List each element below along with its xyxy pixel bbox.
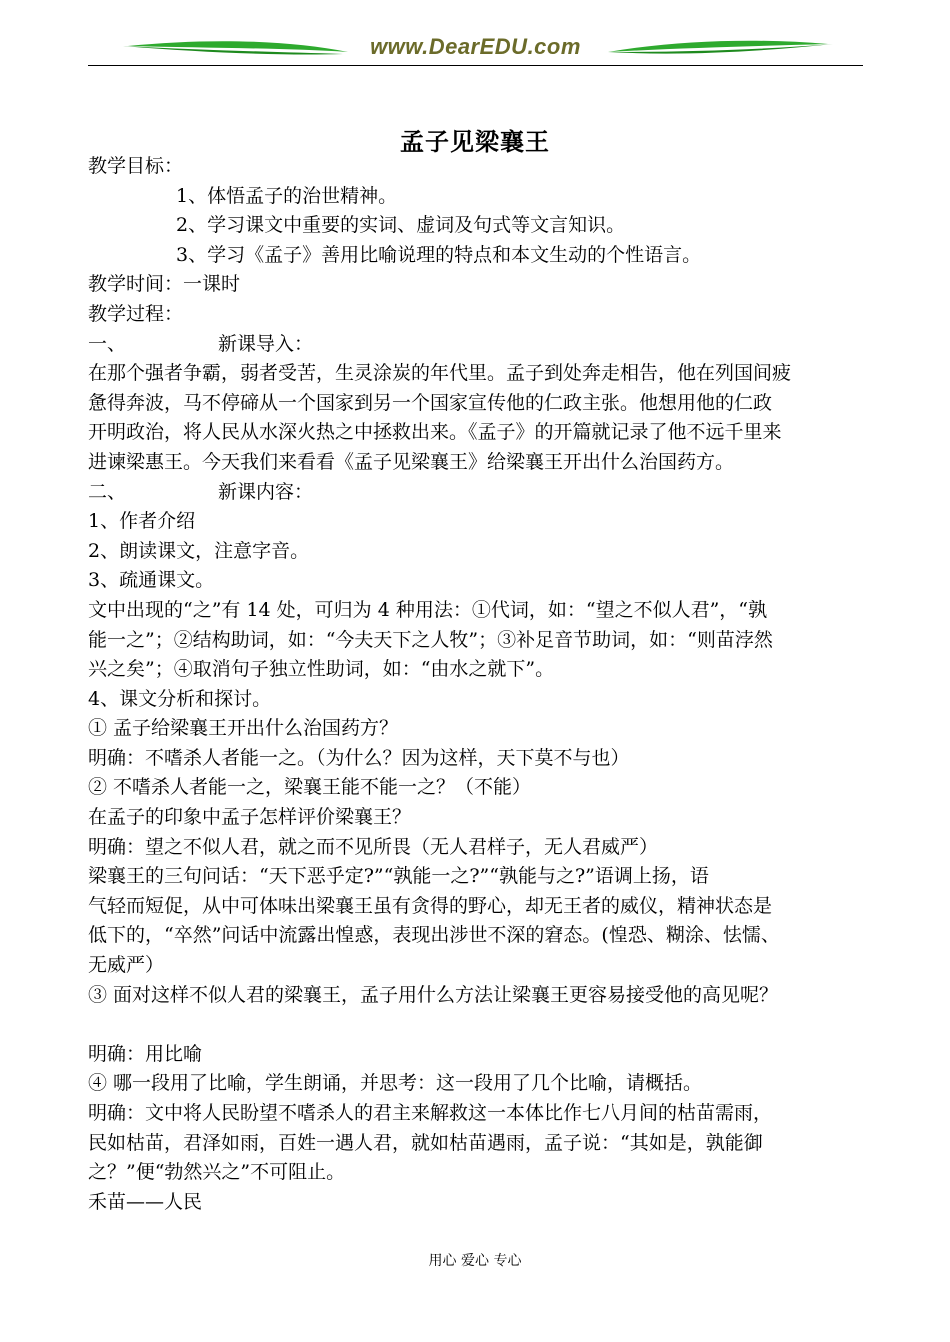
paragraph-line: 明确：望之不似人君，就之而不见所畏（无人君样子，无人君威严） (88, 835, 659, 858)
section-number: 二、 (88, 480, 127, 503)
paragraph-line: 4、课文分析和探讨。 (88, 687, 272, 710)
paragraph-line: 2、朗读课文，注意字音。 (88, 539, 310, 562)
paragraph-line: ① 孟子给梁襄王开出什么治国药方？ (88, 717, 399, 740)
paragraph-line: 1、作者介绍 (88, 510, 196, 533)
paragraph-line: 明确：用比喻 (88, 1042, 203, 1065)
paragraph-line: 无威严） (88, 954, 165, 977)
page-footer: 用心 爱心 专心 (428, 1253, 522, 1269)
paragraph-line: 明确：不嗜杀人者能一之。（为什么？因为这样，天下莫不与也） (88, 746, 630, 769)
section-number: 一、 (88, 332, 127, 355)
paragraph-line: 惫得奔波，马不停碲从一个国家到另一个国家宣传他的仁政主张。他想用他的仁政 (88, 391, 773, 414)
section-heading (88, 330, 878, 360)
paragraph-line: 1、体悟孟子的治世精神。 (176, 184, 398, 207)
paragraph-line: 在孟子的印象中孟子怎样评价梁襄王？ (88, 806, 412, 829)
section-heading (88, 478, 878, 508)
paragraph-line: 能一之”；②结构助词，如：“今夫天下之人牧”；③补足音节助词，如：“则苗浡然 (88, 628, 773, 651)
paragraph-line: 教学过程： (88, 302, 184, 325)
blank-line (88, 1010, 878, 1040)
paragraph-line: 教学目标： (88, 155, 184, 177)
paragraph-line: ② 不嗜杀人者能一之，梁襄王能不能一之？（不能） (88, 776, 532, 799)
paragraph-line: 2、学习课文中重要的实词、虚词及句式等文言知识。 (176, 214, 626, 237)
paragraph-line: ③ 面对这样不似人君的梁襄王，孟子用什么方法让梁襄王更容易接受他的高见呢？ (88, 983, 779, 1006)
paragraph-line: 禾苗——人民 (88, 1190, 203, 1213)
paragraph-line: 之？”便“勃然兴之”不可阻止。 (88, 1161, 346, 1184)
paragraph-line: 开明政治，将人民从水深火热之中拯救出来。《孟子》的开篇就记录了他不远千里来 (88, 421, 782, 444)
document-title: 孟子见梁襄王 (400, 127, 550, 156)
paragraph-line: 气轻而短促，从中可体味出梁襄王虽有贪得的野心，却无王者的威仪，精神状态是 (88, 894, 773, 917)
paragraph-line: 明确：文中将人民盼望不嗜杀人的君主来解救这一本体比作七八月间的枯苗需雨， (88, 1102, 773, 1124)
paragraph-line: 进谏梁惠王。今天我们来看看《孟子见梁襄王》给梁襄王开出什么治国药方。 (88, 450, 735, 473)
paragraph-line: 民如枯苗，君泽如雨，百姓一遇人君，就如枯苗遇雨，孟子说：“其如是，孰能御 (88, 1131, 763, 1154)
paragraph-line: 低下的，“卒然”问话中流露出惶惑，表现出涉世不深的窘态。(惶恐、糊涂、怯懦、 (88, 924, 780, 947)
paragraph-line: 文中出现的“之”有 14 处，可归为 4 种用法：①代词，如：“望之不似人君”，“孰 (88, 598, 767, 621)
document-body (88, 152, 878, 1217)
paragraph-line: ④ 哪一段用了比喻，学生朗诵，并思考：这一段用了几个比喻，请概括。 (88, 1072, 703, 1095)
paragraph-line: 3、疏通课文。 (88, 569, 215, 592)
section-title: 新课导入： (218, 332, 314, 355)
header-divider (88, 65, 863, 66)
section-title: 新课内容： (218, 480, 314, 503)
paragraph-line: 在那个强者争霸，弱者受苦，生灵涂炭的年代里。孟子到处奔走相告，他在列国间疲 (88, 362, 792, 385)
paragraph-line: 梁襄王的三句问话：“天下恶乎定?”“孰能一之?”“孰能与之?”语调上扬，语 (88, 865, 709, 888)
site-logo-text[interactable]: www.DearEDU.com (370, 34, 581, 59)
paragraph-line: 兴之矣”；④取消句子独立性助词，如：“由水之就下”。 (88, 658, 555, 681)
paragraph-line: 3、学习《孟子》善用比喻说理的特点和本文生动的个性语言。 (176, 243, 702, 266)
site-header-banner (88, 28, 863, 70)
paragraph-line: 教学时间：一课时 (88, 273, 241, 296)
